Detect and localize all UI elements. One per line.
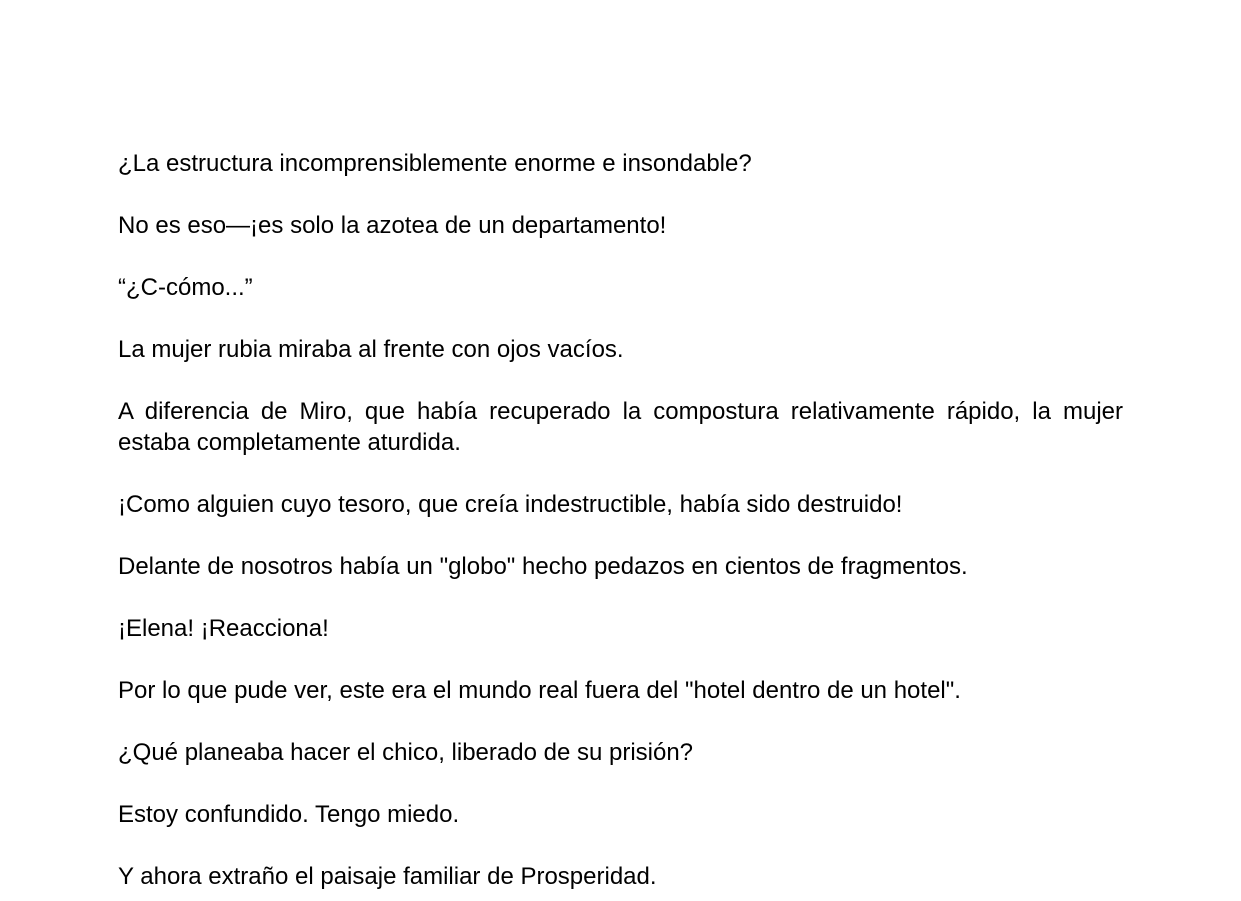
paragraph-10: ¿Qué planeaba hacer el chico, liberado de su prisión? (118, 739, 694, 766)
paragraph-7: Delante de nosotros había un "globo" hecho pedazos en cientos de fragmentos. (118, 553, 968, 580)
paragraph-4: La mujer rubia miraba al frente con ojos vacíos. (118, 336, 624, 363)
document-page (118, 148, 1123, 892)
paragraph-1: ¿La estructura incomprensiblemente enorme e insondable? (118, 150, 752, 177)
paragraph-2: No es eso—¡es solo la azotea de un departamento! (118, 212, 667, 239)
paragraph-12: Y ahora extraño el paisaje familiar de Prosperidad. (118, 863, 657, 890)
paragraph-3: “¿C-cómo...” (118, 274, 253, 301)
paragraph-8: ¡Elena! ¡Reacciona! (118, 615, 329, 642)
paragraph-11: Estoy confundido. Tengo miedo. (118, 801, 460, 828)
paragraph-5: A diferencia de Miro, que había recuperado la compostura relativamente rápido, la mujer estaba completamente aturdida. (118, 398, 1123, 456)
paragraph-9: Por lo que pude ver, este era el mundo real fuera del "hotel dentro de un hotel". (118, 677, 961, 704)
paragraph-6: ¡Como alguien cuyo tesoro, que creía indestructible, había sido destruido! (118, 491, 903, 518)
